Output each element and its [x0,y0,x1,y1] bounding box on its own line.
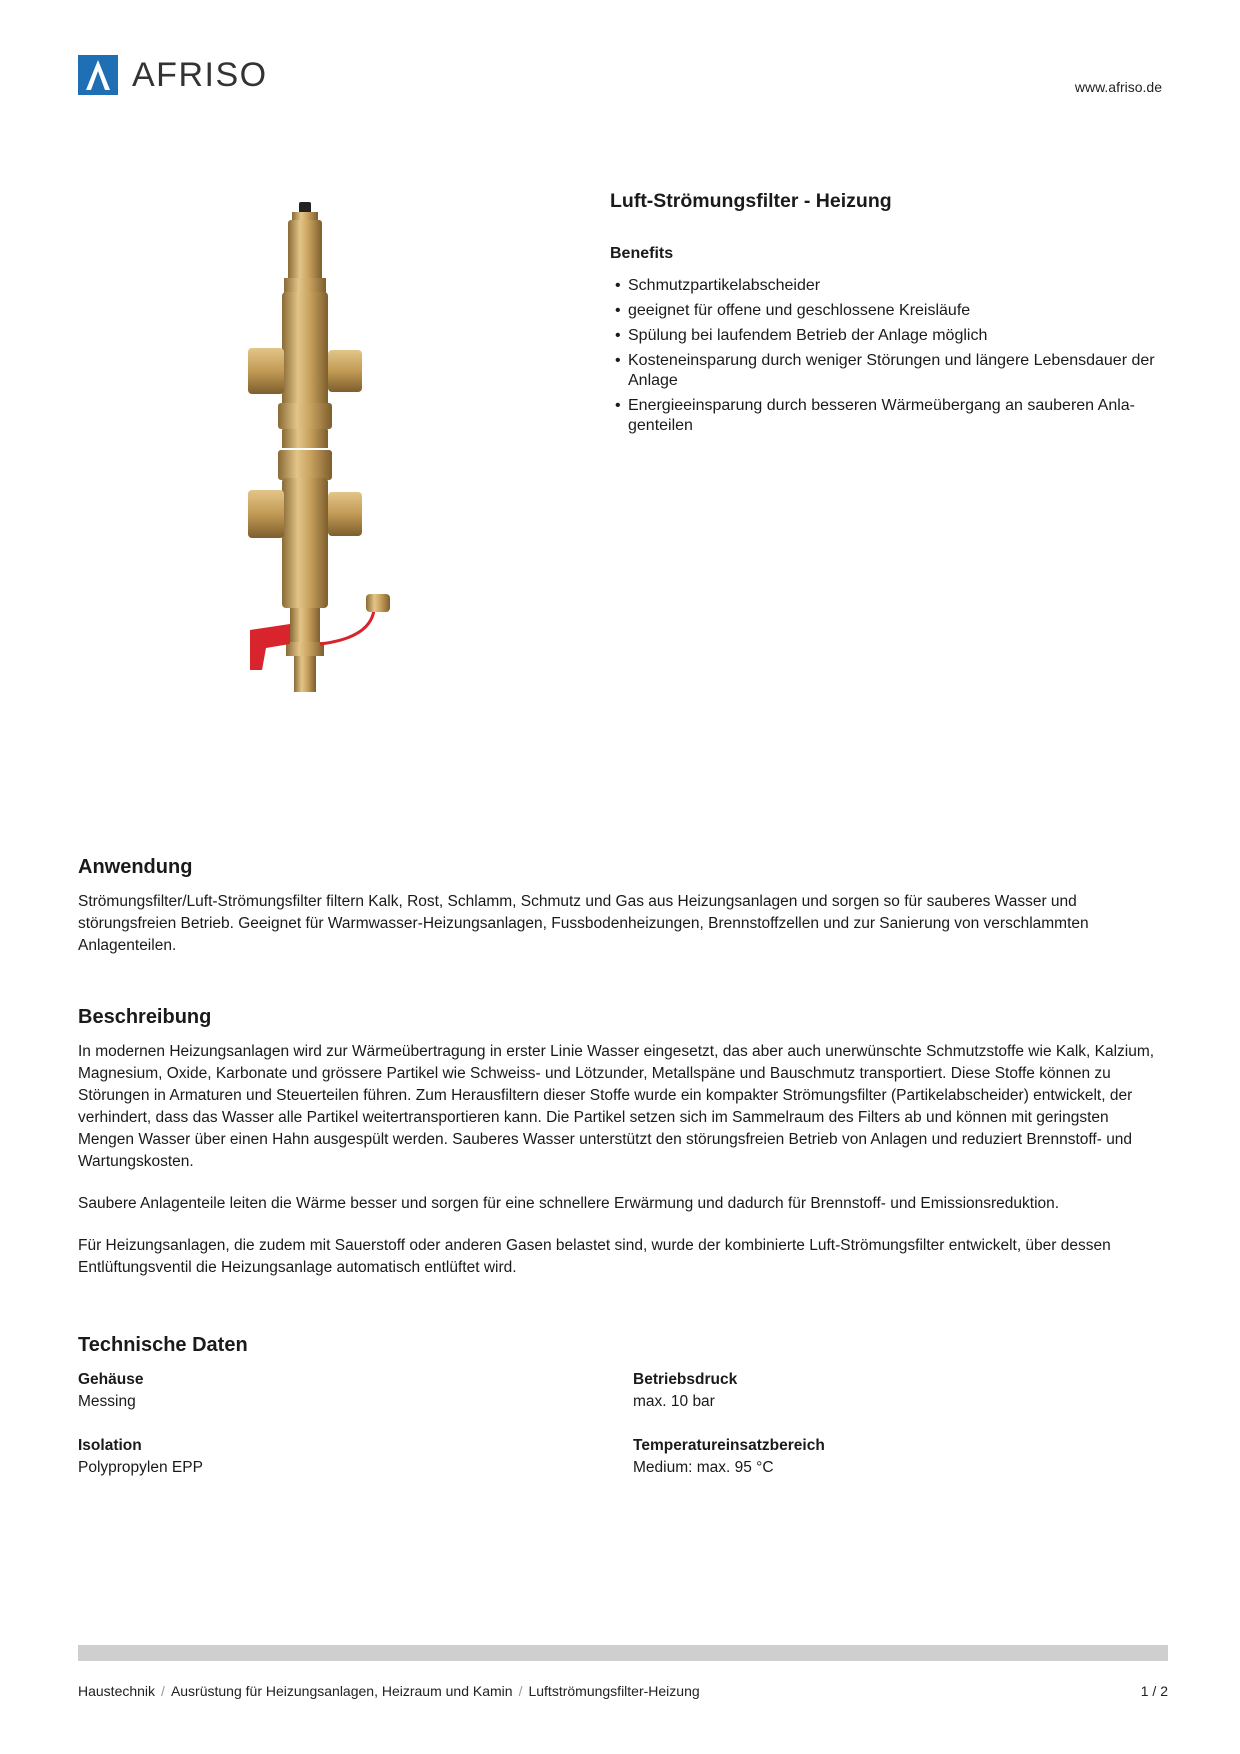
beschreibung-paragraph: In modernen Heizungsanlagen wird zur Wärmeübertragung in erster Linie Wasser eingesetzt, das aber auch unerwünschte Schmutzstoffe wie Kalk, Kalzium, Magnesium, Oxide, Karbonate und grössere Partikel wie Schweiss- und Lötzunder, Metallspäne und Bauschmutz transportiert. Diese Stoffe können zu Störungen in Armaturen und Steuerteilen führen. Zum Herausfiltern dieser Stoffe wurde ein kompakter Strömungsfilter (Partikelabscheider) entwickelt, der verhindert, dass das Wasser alle Partikel weitertransportieren kann. Die Partikel setzen sich im Sammelraum des Filters ab und können mit geringsten Mengen Wasser über einen Hahn ausgespült werden. Sauberes Wasser unterstützt den störungsfreien Betrieb von Anlagen und reduziert Brennstoff- und Wartungskosten. [78,1043,1155,1170]
technische-daten-heading: Technische Daten [78,1334,248,1356]
benefit-item: • Spülung bei laufendem Betrieb der Anlage möglich [612,326,1172,346]
section-technische-daten [78,1334,1168,1479]
beschreibung-heading: Beschreibung [78,1006,212,1028]
spec-label: Temperatureinsatzbereich [633,1437,825,1454]
spec-value: max. 10 bar [633,1393,715,1410]
benefit-item: • Energieeinsparung durch besseren Wärmeübergang an sauberen Anlagenteilen [612,396,1172,436]
spec-value: Polypropylen EPP [78,1459,203,1476]
spec-label: Gehäuse [78,1371,144,1388]
spec-label: Betriebsdruck [633,1371,738,1388]
brand-logo [78,54,268,96]
spec-gehaeuse [78,1369,633,1413]
benefits-heading: Benefits [610,245,674,262]
product-title: Luft-Strömungsfilter - Heizung [610,190,892,212]
beschreibung-paragraph: Für Heizungsanlagen, die zudem mit Sauerstoff oder anderen Gasen belastet sind, wurde der kombinierte Luft-Strömungsfilter entwickelt, über dessen Entlüftungsventil die Heizungsanlage automatisch entlüftet wird. [78,1237,1111,1276]
benefit-item: • geeignet für offene und geschlossene Kreisläufe [612,301,1172,321]
spec-betriebsdruck [633,1369,1168,1413]
breadcrumb-item[interactable]: Ausrüstung für Heizungsanlagen, Heizraum und Kamin [170,1683,513,1699]
breadcrumb-separator: / [161,1683,165,1699]
spec-temperatureinsatzbereich [633,1435,1168,1479]
website-link[interactable]: www.afriso.de [1074,79,1162,95]
benefits-list [612,276,1172,441]
footer-divider-bar [78,1645,1168,1661]
benefit-item: • Schmutzpartikelabscheider [612,276,1172,296]
brand-name: AFRISO [132,55,268,94]
spec-label: Isolation [78,1437,142,1454]
product-image [230,198,440,788]
breadcrumb-item[interactable]: Luftströmungsfilter-Heizung [528,1683,700,1699]
page-number: 1 / 2 [1140,1683,1168,1699]
breadcrumb-item[interactable]: Haustechnik [78,1683,156,1699]
benefit-item: • Kosteneinsparung durch weniger Störungen und längere Lebensdauer der Anlage [612,351,1172,391]
beschreibung-paragraph: Saubere Anlagenteile leiten die Wärme besser und sorgen für eine schnellere Erwärmung und dadurch für Brennstoff- und Emissionsreduktion. [78,1195,1060,1212]
breadcrumb-separator: / [518,1683,523,1699]
spec-value: Messing [78,1393,136,1410]
anwendung-heading: Anwendung [78,856,193,878]
section-beschreibung [78,1006,1168,1279]
breadcrumb [78,1683,700,1699]
spec-value: Medium: max. 95 °C [633,1459,774,1476]
spec-isolation [78,1435,633,1479]
section-anwendung [78,856,1168,957]
afriso-logo-icon [78,55,118,95]
anwendung-text: Strömungsfilter/Luft-Strömungsfilter filtern Kalk, Rost, Schlamm, Schmutz und Gas aus Heizungsanlagen und sorgen so für sauberes Wasser und störungsfreien Betrieb. Geeignet für Warmwasser-Heizungsanlagen, Fussbodenheizungen, Brennstoffzellen und zur Sanierung von verschlammten Anlagenteilen. [78,893,1089,954]
tech-spec-grid [78,1369,1168,1479]
